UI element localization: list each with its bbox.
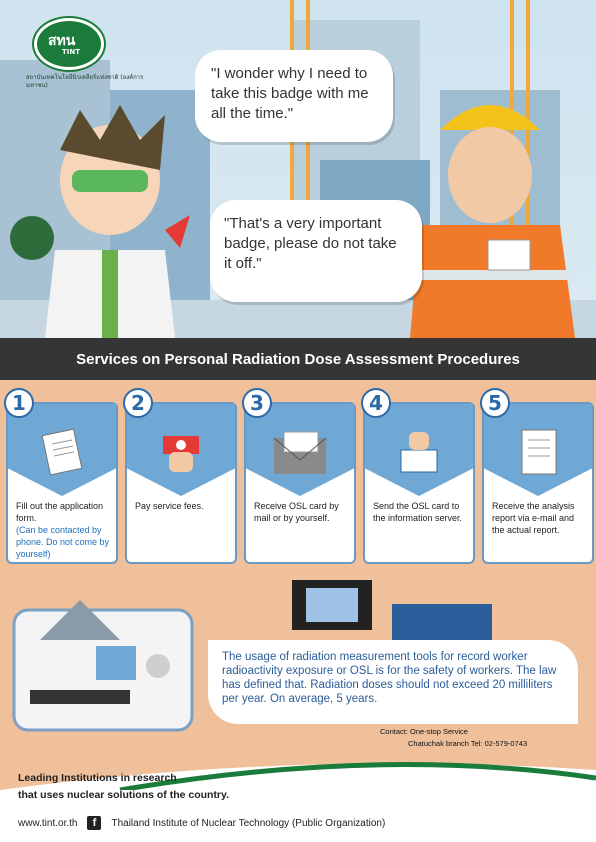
step-text: Pay service fees.: [135, 501, 204, 511]
logo-brand: สทน: [48, 33, 76, 49]
org-name: Thailand Institute of Nuclear Technology (Public Organization): [111, 817, 386, 829]
website-link[interactable]: www.tint.or.th: [18, 817, 78, 829]
speech-bubble-scientist: "I wonder why I need to take this badge with me all the time.": [195, 50, 393, 142]
step-card-2: [127, 391, 235, 562]
info-box: The usage of radiation measurement tools for record worker radioactivity exposure or OSL is for the safety of workers. The law has defined that. Radiation doses should not exceed 20 milliliters per year. On average, 5 years.: [208, 640, 578, 724]
envelope-icon: [272, 428, 328, 478]
step-number: 2: [123, 388, 153, 418]
payment-icon: [157, 426, 205, 476]
step-card-5: [484, 391, 592, 562]
hero-scene: [0, 0, 596, 338]
step-text: Send the OSL card to the information server.: [373, 501, 463, 523]
report-icon: [518, 426, 560, 478]
contact-line: Chatuchak branch Tel: 02-579-0743: [408, 739, 528, 748]
logo-brand-en: TINT: [62, 48, 81, 56]
speech-bubble-worker: "That's a very important badge, please do not take it off.": [210, 200, 422, 302]
step-card-1: [8, 391, 116, 562]
logo-subtitle: สถาบันเทคโนโลยีนิวเคลียร์แห่งชาติ (องค์การมหาชน): [26, 74, 144, 89]
step-text: Receive the analysis report via e-mail and the actual report.: [492, 501, 575, 535]
step-number: 1: [4, 388, 34, 418]
osl-card-icon: [395, 428, 443, 478]
tagline: [18, 770, 229, 804]
facebook-icon[interactable]: f: [87, 816, 101, 830]
step-text: Receive OSL card by mail or by yourself.: [254, 501, 339, 523]
step-number: 5: [480, 388, 510, 418]
step-card-4: [365, 391, 473, 562]
steps-section: [0, 380, 596, 580]
tagline-line-1: Leading Institutions in research: [18, 772, 177, 784]
footer-bottom: [18, 816, 385, 830]
form-icon: [38, 428, 86, 476]
step-number: 3: [242, 388, 272, 418]
step-text: Fill out the application form.: [16, 501, 104, 523]
contact-heading: Contact: One-stop Service: [380, 727, 468, 736]
step-note: (Can be contacted by phone. Do not come by yourself): [16, 525, 110, 559]
step-card-3: [246, 391, 354, 562]
tagline-line-2: that uses nuclear solutions of the country.: [18, 789, 229, 801]
section-title: Services on Personal Radiation Dose Assessment Procedures: [0, 338, 596, 380]
step-number: 4: [361, 388, 391, 418]
